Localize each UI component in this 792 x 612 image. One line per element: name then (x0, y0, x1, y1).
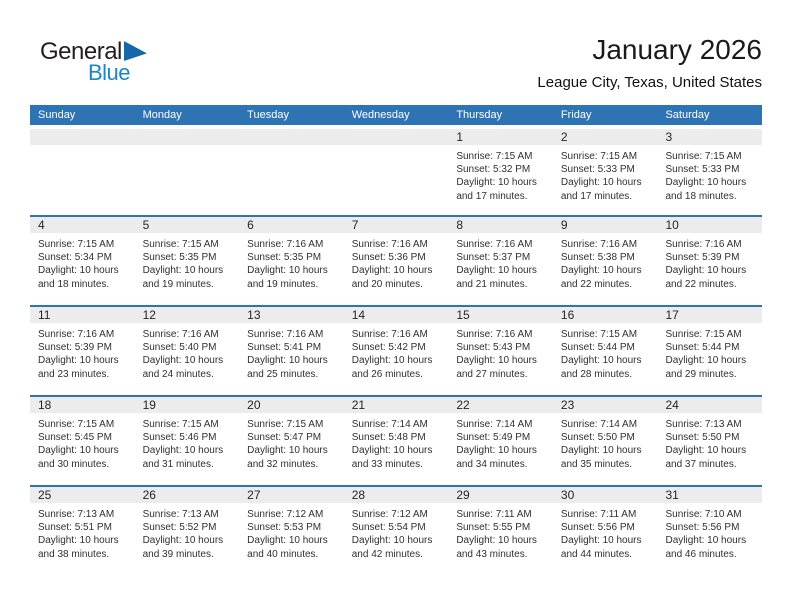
day-details (344, 323, 449, 381)
day-number: 19 (135, 397, 240, 413)
day-details (448, 145, 553, 203)
day-number: 29 (448, 487, 553, 503)
day-number: 4 (30, 217, 135, 233)
calendar-week-row (30, 485, 762, 575)
day-daylight-cont: and 21 minutes. (456, 278, 528, 290)
day-daylight-cont: and 40 minutes. (247, 548, 319, 560)
day-details (30, 233, 135, 291)
day-sunrise: Sunrise: 7:16 AM (665, 239, 742, 250)
day-sunset: Sunset: 5:41 PM (247, 342, 322, 354)
calendar-day-cell (344, 217, 449, 305)
day-sunset: Sunset: 5:47 PM (247, 432, 322, 444)
calendar-day-cell (448, 125, 553, 215)
day-daylight: Daylight: 10 hours (351, 355, 433, 367)
title-block (537, 34, 762, 91)
calendar-weeks (30, 125, 762, 575)
day-sunset: Sunset: 5:38 PM (560, 252, 635, 264)
calendar-day-cell (657, 397, 762, 485)
day-daylight: Daylight: 10 hours (456, 355, 537, 367)
day-daylight: Daylight: 10 hours (560, 535, 642, 547)
calendar-day-cell (135, 397, 240, 485)
page-subtitle: League City, Texas, United States (537, 74, 762, 91)
day-number: 12 (135, 307, 240, 323)
calendar-day-cell (239, 307, 344, 395)
day-number: 23 (553, 397, 658, 413)
day-number: 30 (553, 487, 658, 503)
day-sunrise: Sunrise: 7:15 AM (456, 151, 533, 162)
day-sunset: Sunset: 5:36 PM (351, 252, 426, 264)
day-sunrise: Sunrise: 7:16 AM (247, 239, 324, 250)
day-details (553, 233, 658, 291)
day-daylight-cont: and 25 minutes. (247, 368, 319, 380)
day-number: 25 (30, 487, 135, 503)
day-daylight: Daylight: 10 hours (38, 445, 119, 457)
weekday-header-tuesday: Tuesday (247, 109, 289, 121)
day-sunset: Sunset: 5:46 PM (142, 432, 217, 444)
day-details (30, 503, 135, 561)
day-sunrise: Sunrise: 7:13 AM (38, 509, 115, 520)
calendar-day-cell (30, 397, 135, 485)
day-daylight: Daylight: 10 hours (142, 265, 224, 277)
calendar-empty-cell (135, 125, 240, 215)
day-sunset: Sunset: 5:45 PM (38, 432, 112, 444)
day-number: 31 (657, 487, 762, 503)
day-sunrise: Sunrise: 7:16 AM (560, 239, 638, 250)
calendar-day-cell (344, 307, 449, 395)
day-daylight-cont: and 24 minutes. (142, 368, 214, 380)
general-blue-logo (40, 40, 147, 84)
day-daylight-cont: and 27 minutes. (456, 368, 528, 380)
day-daylight-cont: and 34 minutes. (456, 458, 528, 470)
calendar-day-cell (553, 487, 658, 575)
calendar-day-cell (30, 217, 135, 305)
day-daylight-cont: and 42 minutes. (351, 548, 423, 560)
day-sunset: Sunset: 5:48 PM (351, 432, 426, 444)
calendar-week-row (30, 395, 762, 485)
day-daylight-cont: and 39 minutes. (142, 548, 214, 560)
top-bar (0, 0, 792, 105)
day-daylight-cont: and 19 minutes. (142, 278, 214, 290)
day-sunrise: Sunrise: 7:16 AM (38, 329, 115, 340)
day-daylight: Daylight: 10 hours (456, 445, 537, 457)
day-daylight-cont: and 30 minutes. (38, 458, 110, 470)
day-details (657, 413, 762, 471)
calendar-day-cell (657, 125, 762, 215)
day-number (344, 129, 449, 145)
day-details (657, 503, 762, 561)
day-daylight-cont: and 26 minutes. (351, 368, 423, 380)
day-daylight-cont: and 18 minutes. (38, 278, 110, 290)
day-sunset: Sunset: 5:52 PM (142, 522, 217, 534)
day-sunset: Sunset: 5:50 PM (560, 432, 635, 444)
day-sunrise: Sunrise: 7:14 AM (351, 419, 428, 430)
day-sunset: Sunset: 5:49 PM (456, 432, 531, 444)
day-daylight: Daylight: 10 hours (560, 177, 642, 189)
day-sunrise: Sunrise: 7:15 AM (665, 329, 742, 340)
day-daylight-cont: and 35 minutes. (560, 458, 633, 470)
day-sunset: Sunset: 5:33 PM (560, 164, 635, 176)
day-daylight: Daylight: 10 hours (142, 535, 224, 547)
day-details (448, 323, 553, 381)
day-daylight: Daylight: 10 hours (665, 265, 747, 277)
logo-text-general: General (40, 38, 122, 65)
day-daylight: Daylight: 10 hours (351, 445, 433, 457)
day-daylight-cont: and 17 minutes. (560, 190, 633, 202)
day-daylight-cont: and 28 minutes. (560, 368, 633, 380)
calendar-empty-cell (30, 125, 135, 215)
day-number: 16 (553, 307, 658, 323)
logo-text-blue: Blue (88, 60, 131, 85)
day-number: 27 (239, 487, 344, 503)
day-sunset: Sunset: 5:39 PM (38, 342, 112, 354)
day-number: 17 (657, 307, 762, 323)
day-daylight-cont: and 44 minutes. (560, 548, 633, 560)
day-details (344, 503, 449, 561)
day-details (553, 323, 658, 381)
day-daylight: Daylight: 10 hours (665, 535, 747, 547)
day-sunrise: Sunrise: 7:15 AM (560, 329, 638, 340)
day-sunrise: Sunrise: 7:13 AM (665, 419, 742, 430)
day-details (344, 413, 449, 471)
weekday-header-sunday: Sunday (38, 109, 76, 121)
day-daylight: Daylight: 10 hours (351, 265, 433, 277)
day-number: 14 (344, 307, 449, 323)
day-sunset: Sunset: 5:50 PM (665, 432, 740, 444)
day-daylight: Daylight: 10 hours (456, 535, 537, 547)
day-daylight-cont: and 29 minutes. (665, 368, 737, 380)
day-daylight-cont: and 38 minutes. (38, 548, 110, 560)
day-sunrise: Sunrise: 7:12 AM (247, 509, 324, 520)
calendar-day-cell (239, 217, 344, 305)
day-sunset: Sunset: 5:51 PM (38, 522, 112, 534)
day-daylight: Daylight: 10 hours (560, 265, 642, 277)
day-sunrise: Sunrise: 7:15 AM (560, 151, 638, 162)
day-sunrise: Sunrise: 7:15 AM (142, 419, 219, 430)
day-sunset: Sunset: 5:35 PM (142, 252, 217, 264)
day-number (30, 129, 135, 145)
weekday-header-thursday: Thursday (456, 109, 503, 121)
day-sunset: Sunset: 5:32 PM (456, 164, 531, 176)
day-details (657, 145, 762, 203)
day-daylight-cont: and 18 minutes. (665, 190, 737, 202)
calendar-day-cell (657, 217, 762, 305)
day-daylight-cont: and 23 minutes. (38, 368, 110, 380)
day-sunrise: Sunrise: 7:14 AM (560, 419, 638, 430)
day-number: 21 (344, 397, 449, 413)
calendar-week-row (30, 215, 762, 305)
day-sunset: Sunset: 5:42 PM (351, 342, 426, 354)
day-sunrise: Sunrise: 7:16 AM (142, 329, 219, 340)
day-number: 15 (448, 307, 553, 323)
calendar-day-cell (239, 397, 344, 485)
calendar-empty-cell (239, 125, 344, 215)
day-sunset: Sunset: 5:43 PM (456, 342, 531, 354)
day-daylight-cont: and 33 minutes. (351, 458, 423, 470)
day-daylight-cont: and 22 minutes. (665, 278, 737, 290)
weekday-header-row (30, 105, 762, 125)
day-sunset: Sunset: 5:34 PM (38, 252, 112, 264)
day-number (239, 129, 344, 145)
calendar-day-cell (657, 307, 762, 395)
day-daylight: Daylight: 10 hours (665, 177, 747, 189)
day-sunset: Sunset: 5:56 PM (665, 522, 740, 534)
day-daylight-cont: and 46 minutes. (665, 548, 737, 560)
day-sunrise: Sunrise: 7:11 AM (560, 509, 637, 520)
calendar-day-cell (553, 125, 658, 215)
day-details (239, 233, 344, 291)
day-daylight: Daylight: 10 hours (38, 265, 119, 277)
day-daylight-cont: and 19 minutes. (247, 278, 319, 290)
day-number: 1 (448, 129, 553, 145)
day-sunrise: Sunrise: 7:16 AM (351, 329, 428, 340)
day-sunrise: Sunrise: 7:15 AM (38, 419, 115, 430)
day-number: 11 (30, 307, 135, 323)
calendar-day-cell (135, 217, 240, 305)
calendar-week-row (30, 125, 762, 215)
day-daylight-cont: and 31 minutes. (142, 458, 214, 470)
day-daylight: Daylight: 10 hours (247, 535, 328, 547)
day-sunset: Sunset: 5:39 PM (665, 252, 740, 264)
day-daylight: Daylight: 10 hours (38, 355, 119, 367)
day-details (553, 413, 658, 471)
day-number: 20 (239, 397, 344, 413)
day-daylight-cont: and 37 minutes. (665, 458, 737, 470)
day-details (135, 233, 240, 291)
day-details (448, 413, 553, 471)
weekday-header-saturday: Saturday (665, 109, 710, 121)
day-sunset: Sunset: 5:40 PM (142, 342, 217, 354)
day-number: 5 (135, 217, 240, 233)
calendar-table (30, 105, 762, 575)
day-details (448, 503, 553, 561)
calendar-day-cell (553, 397, 658, 485)
day-details (135, 323, 240, 381)
day-daylight: Daylight: 10 hours (456, 177, 537, 189)
day-number: 9 (553, 217, 658, 233)
day-sunset: Sunset: 5:53 PM (247, 522, 322, 534)
day-number: 10 (657, 217, 762, 233)
day-daylight-cont: and 43 minutes. (456, 548, 528, 560)
day-number: 18 (30, 397, 135, 413)
weekday-header-monday: Monday (142, 109, 182, 121)
day-details (239, 323, 344, 381)
day-sunset: Sunset: 5:37 PM (456, 252, 531, 264)
day-number: 6 (239, 217, 344, 233)
logo-triangle-icon (124, 41, 147, 61)
day-details (448, 233, 553, 291)
day-sunrise: Sunrise: 7:15 AM (665, 151, 742, 162)
calendar-day-cell (135, 487, 240, 575)
day-daylight: Daylight: 10 hours (247, 445, 328, 457)
day-details (553, 145, 658, 203)
day-daylight-cont: and 32 minutes. (247, 458, 319, 470)
day-number: 8 (448, 217, 553, 233)
day-daylight: Daylight: 10 hours (38, 535, 119, 547)
day-details (30, 323, 135, 381)
day-sunset: Sunset: 5:56 PM (560, 522, 635, 534)
calendar-day-cell (657, 487, 762, 575)
day-daylight: Daylight: 10 hours (351, 535, 433, 547)
day-daylight: Daylight: 10 hours (456, 265, 537, 277)
day-number: 3 (657, 129, 762, 145)
calendar-day-cell (448, 397, 553, 485)
day-sunrise: Sunrise: 7:13 AM (142, 509, 219, 520)
day-details (239, 503, 344, 561)
calendar-day-cell (344, 487, 449, 575)
day-details (553, 503, 658, 561)
day-daylight: Daylight: 10 hours (247, 355, 328, 367)
day-details (344, 233, 449, 291)
day-number: 22 (448, 397, 553, 413)
day-daylight: Daylight: 10 hours (665, 355, 747, 367)
calendar-day-cell (448, 307, 553, 395)
day-details (657, 323, 762, 381)
day-sunrise: Sunrise: 7:16 AM (456, 329, 533, 340)
day-daylight-cont: and 17 minutes. (456, 190, 528, 202)
day-number: 2 (553, 129, 658, 145)
day-details (135, 413, 240, 471)
calendar-day-cell (30, 487, 135, 575)
day-number: 7 (344, 217, 449, 233)
day-sunrise: Sunrise: 7:10 AM (665, 509, 742, 520)
calendar-day-cell (344, 397, 449, 485)
calendar-week-row (30, 305, 762, 395)
calendar-day-cell (239, 487, 344, 575)
day-daylight-cont: and 22 minutes. (560, 278, 633, 290)
calendar-day-cell (135, 307, 240, 395)
calendar-day-cell (448, 217, 553, 305)
day-daylight: Daylight: 10 hours (142, 355, 224, 367)
weekday-header-friday: Friday (560, 109, 592, 121)
day-sunrise: Sunrise: 7:15 AM (38, 239, 115, 250)
day-daylight: Daylight: 10 hours (142, 445, 224, 457)
day-daylight: Daylight: 10 hours (247, 265, 328, 277)
day-sunset: Sunset: 5:44 PM (665, 342, 740, 354)
calendar-day-cell (448, 487, 553, 575)
calendar-empty-cell (344, 125, 449, 215)
day-sunset: Sunset: 5:55 PM (456, 522, 531, 534)
day-sunset: Sunset: 5:44 PM (560, 342, 635, 354)
day-daylight: Daylight: 10 hours (560, 355, 642, 367)
day-daylight-cont: and 20 minutes. (351, 278, 423, 290)
day-details (657, 233, 762, 291)
calendar-day-cell (553, 307, 658, 395)
day-details (30, 413, 135, 471)
day-number: 28 (344, 487, 449, 503)
day-sunrise: Sunrise: 7:11 AM (456, 509, 532, 520)
day-number: 13 (239, 307, 344, 323)
day-sunrise: Sunrise: 7:16 AM (351, 239, 428, 250)
day-sunrise: Sunrise: 7:15 AM (247, 419, 324, 430)
day-sunrise: Sunrise: 7:14 AM (456, 419, 533, 430)
calendar-day-cell (553, 217, 658, 305)
day-number: 26 (135, 487, 240, 503)
day-sunrise: Sunrise: 7:12 AM (351, 509, 428, 520)
day-sunrise: Sunrise: 7:15 AM (142, 239, 219, 250)
day-sunset: Sunset: 5:35 PM (247, 252, 322, 264)
page-title: January 2026 (592, 34, 762, 65)
day-number: 24 (657, 397, 762, 413)
day-daylight: Daylight: 10 hours (560, 445, 642, 457)
day-details (135, 503, 240, 561)
day-daylight: Daylight: 10 hours (665, 445, 747, 457)
day-sunrise: Sunrise: 7:16 AM (247, 329, 324, 340)
day-sunset: Sunset: 5:33 PM (665, 164, 740, 176)
calendar-day-cell (30, 307, 135, 395)
day-details (239, 413, 344, 471)
day-sunrise: Sunrise: 7:16 AM (456, 239, 533, 250)
day-sunset: Sunset: 5:54 PM (351, 522, 426, 534)
weekday-header-wednesday: Wednesday (351, 109, 410, 121)
day-number (135, 129, 240, 145)
